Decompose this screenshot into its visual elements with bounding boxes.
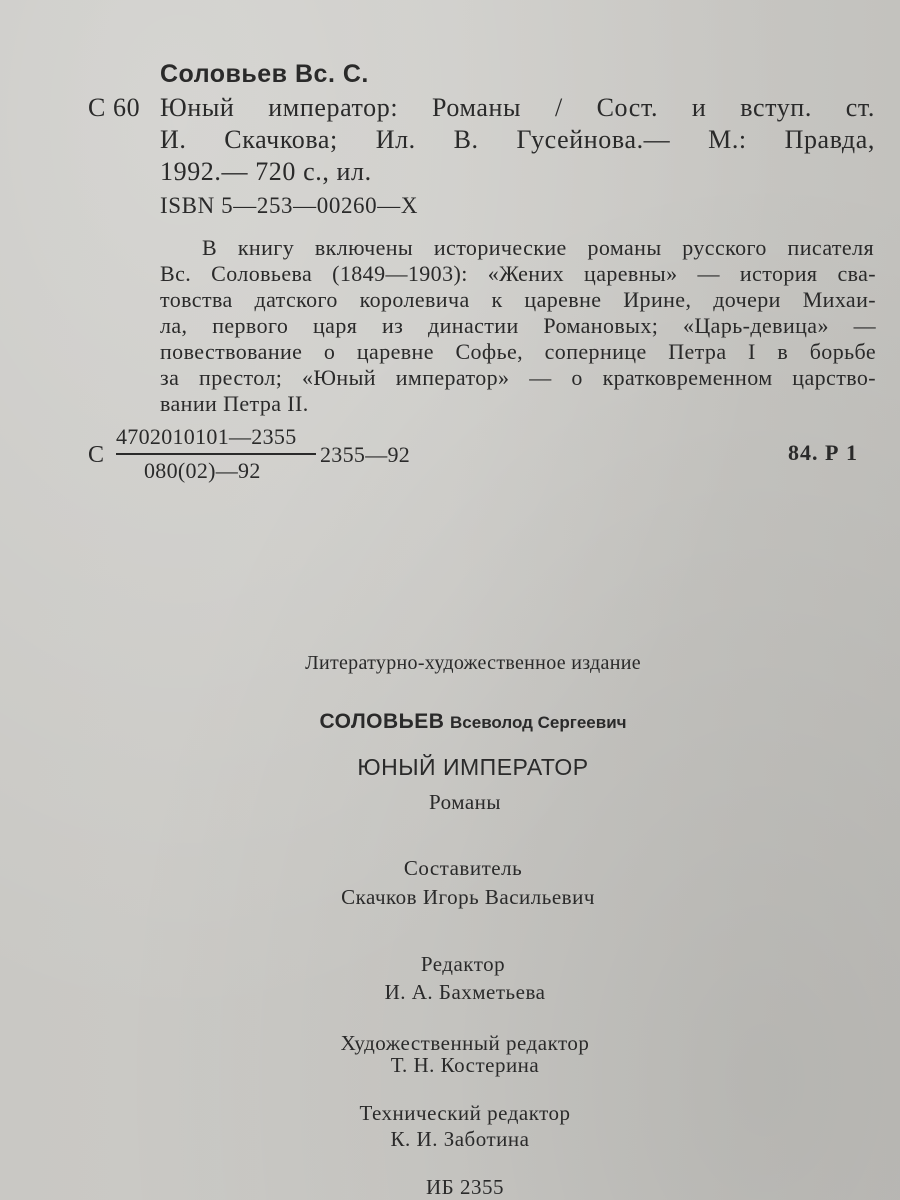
index-denominator: 080(02)—92 — [144, 458, 261, 483]
abstract-line-6: за престол; «Юный император» — о кратковременном царство- — [160, 365, 876, 390]
credit-role-tech-editor: Технический редактор — [359, 1101, 571, 1125]
edition-type: Литературно-художественное издание — [305, 652, 641, 674]
book-genre: Романы — [428, 790, 502, 814]
credit-role-art-editor: Художественный редактор — [340, 1031, 590, 1055]
biblio-line-1: Юный император: Романы / Сост. и вступ. ст. — [160, 93, 875, 122]
credit-role-editor: Редактор — [420, 952, 506, 976]
biblio-line-3: 1992.— 720 с., ил. — [160, 157, 372, 186]
catalog-class-code: С 60 — [88, 93, 141, 122]
credit-name-tech-editor: К. И. Заботина — [390, 1127, 530, 1151]
abstract-line-5: повествование о царевне Софье, сопернице Петра I в борьбе — [160, 339, 876, 364]
abstract-line-7: вании Петра II. — [160, 391, 309, 416]
isbn: ISBN 5—253—00260—X — [160, 193, 419, 218]
author-surname: СОЛОВЬЕВ — [319, 710, 445, 733]
book-title: ЮНЫЙ ИМПЕРАТОР — [357, 754, 589, 780]
biblio-line-2: И. Скачкова; Ил. В. Гусейнова.— М.: Правда, — [160, 125, 875, 154]
abstract-line-2: Вс. Соловьева (1849—1903): «Жених царевны» — история сва- — [160, 261, 876, 286]
abstract-line-4: ла, первого царя из династии Романовых; «Царь-девица» — — [160, 313, 876, 338]
imprint-author — [0, 711, 900, 732]
abstract-line-1: В книгу включены исторические романы русского писателя — [202, 235, 874, 260]
abstract-line-3: товства датского королевича к царевне Ирине, дочери Михаи- — [160, 287, 876, 312]
credit-name-editor: И. А. Бахметьева — [384, 980, 546, 1004]
index-suffix: 2355—92 — [320, 442, 411, 467]
credit-name-compiler: Скачков Игорь Васильевич — [341, 885, 595, 909]
ib-number: ИБ 2355 — [426, 1175, 504, 1199]
credit-role-compiler: Составитель — [403, 856, 523, 880]
catalog-author: Соловьев Вс. С. — [160, 60, 369, 88]
index-prefix: С — [88, 442, 105, 468]
credit-name-art-editor: Т. Н. Костерина — [390, 1053, 540, 1077]
author-given-name: Всеволод Сергеевич — [450, 713, 627, 732]
fraction-bar — [116, 453, 316, 455]
bbk-code: 84. Р 1 — [788, 440, 858, 465]
index-numerator: 4702010101—2355 — [116, 424, 297, 449]
